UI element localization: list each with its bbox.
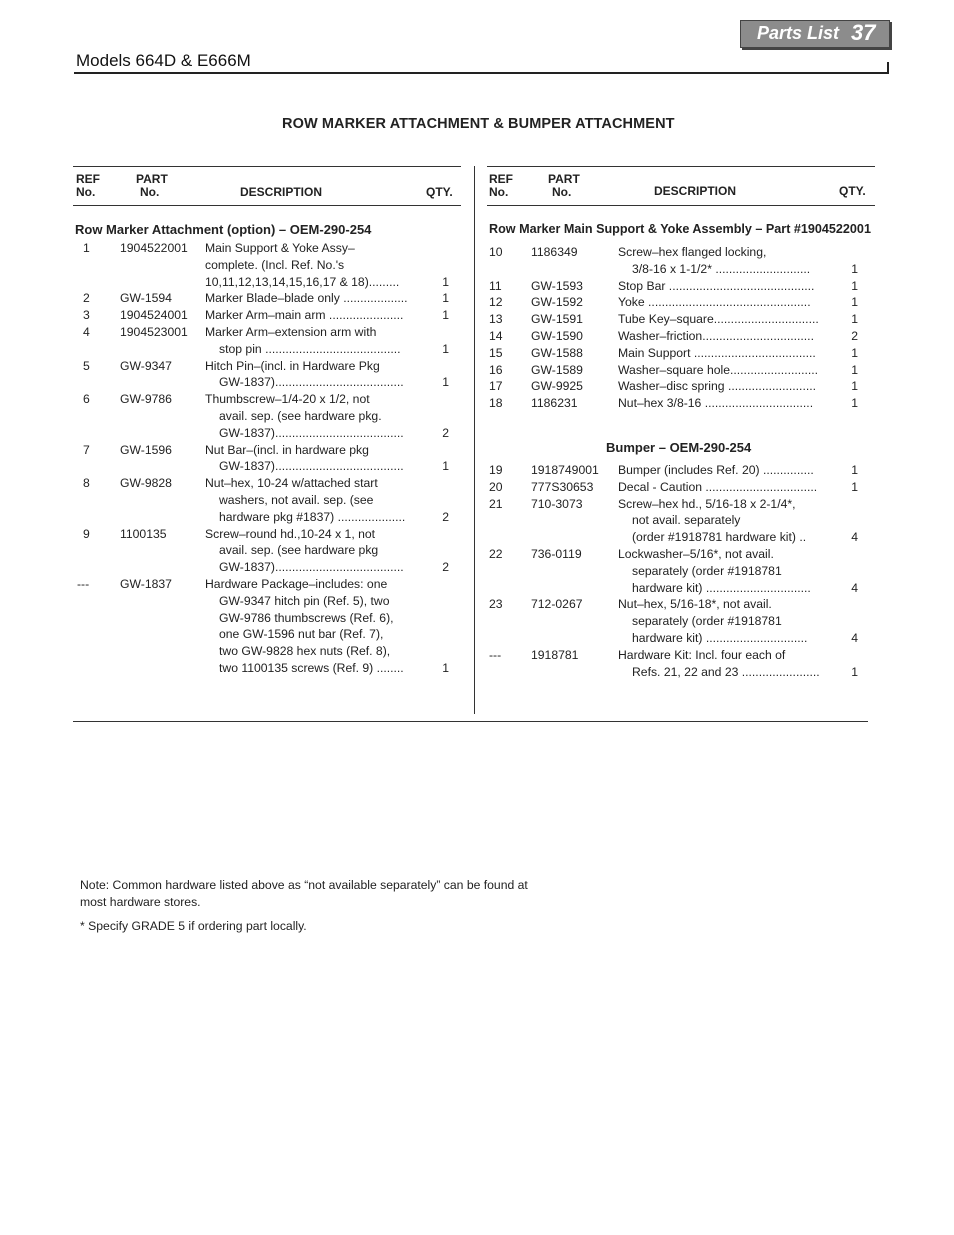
quantity: 1 bbox=[851, 295, 858, 310]
parts-row bbox=[489, 462, 869, 479]
part-number: 1918749001 bbox=[531, 463, 599, 477]
ref-number: 11 bbox=[489, 278, 502, 293]
description-line: Marker Blade–blade only ................... bbox=[205, 291, 408, 306]
description-line: Hardware Kit: Incl. four each of bbox=[618, 647, 786, 662]
ref-number: 1 bbox=[83, 241, 90, 255]
parts-row bbox=[83, 240, 463, 290]
description-line: Marker Arm–extension arm with bbox=[205, 324, 377, 339]
description-line: Tube Key–square............................... bbox=[618, 312, 819, 327]
part-description bbox=[618, 328, 824, 345]
note-grade: * Specify GRADE 5 if ordering part locally. bbox=[80, 919, 307, 933]
right-ref-header: REF No. bbox=[489, 172, 513, 199]
description-line: avail. sep. (see hardware pkg. bbox=[219, 408, 382, 423]
quantity: 2 bbox=[442, 560, 449, 575]
part-description bbox=[618, 462, 824, 479]
ref-number: 4 bbox=[83, 324, 90, 339]
page-tag bbox=[740, 20, 890, 48]
bumper-parts-list bbox=[489, 462, 869, 680]
description-line: Lockwasher–5/16*, not avail. bbox=[618, 546, 774, 561]
ref-number: 6 bbox=[83, 392, 90, 407]
part-number: 1186349 bbox=[531, 245, 578, 259]
description-line: 10,11,12,13,14,15,16,17 & 18)......... bbox=[205, 274, 400, 289]
part-number: 1100135 bbox=[120, 526, 167, 541]
part-description bbox=[205, 358, 415, 392]
parts-row bbox=[489, 596, 869, 646]
parts-row bbox=[489, 546, 869, 596]
parts-row bbox=[83, 475, 463, 525]
parts-row bbox=[83, 358, 463, 392]
tag-label: Parts List bbox=[757, 23, 840, 43]
ref-number: 7 bbox=[83, 442, 90, 457]
description-line: complete. (Incl. Ref. No.'s bbox=[205, 257, 345, 272]
description-line: Nut–hex, 10-24 w/attached start bbox=[205, 476, 378, 491]
parts-row bbox=[489, 311, 869, 328]
quantity: 2 bbox=[442, 425, 449, 440]
part-number: GW-9828 bbox=[120, 476, 172, 491]
description-line: Screw–hex flanged locking, bbox=[618, 245, 767, 259]
left-ref-header: REF No. bbox=[76, 172, 100, 199]
right-subtitle: Row Marker Main Support & Yoke Assembly – Part #1904522001 bbox=[489, 222, 871, 236]
description-line: Decal - Caution ................................. bbox=[618, 479, 818, 494]
part-number: 1186231 bbox=[531, 396, 578, 411]
parts-row bbox=[83, 526, 463, 576]
part-description bbox=[205, 307, 415, 324]
description-line: GW-9347 hitch pin (Ref. 5), two bbox=[219, 593, 390, 608]
ref-number: 8 bbox=[83, 476, 90, 491]
column-divider bbox=[474, 166, 475, 714]
quantity: 1 bbox=[851, 345, 858, 360]
parts-row bbox=[83, 442, 463, 476]
part-number: 710-3073 bbox=[531, 496, 583, 511]
ref-number: 15 bbox=[489, 345, 503, 360]
description-line: Hitch Pin–(incl. in Hardware Pkg bbox=[205, 358, 380, 373]
quantity: 1 bbox=[442, 274, 449, 289]
description-line: separately (order #1918781 bbox=[632, 614, 782, 629]
ref-number: --- bbox=[77, 576, 90, 591]
left-part-header: PART No. bbox=[136, 172, 168, 199]
part-number: 1904524001 bbox=[120, 308, 188, 323]
quantity: 2 bbox=[442, 509, 449, 524]
quantity: 1 bbox=[442, 660, 449, 675]
header-tick bbox=[887, 62, 889, 74]
left-top-rule bbox=[73, 166, 461, 167]
description-line: Washer–disc spring .......................... bbox=[618, 379, 816, 394]
right-header-rule bbox=[487, 205, 875, 206]
part-description bbox=[618, 596, 824, 646]
ref-number: 17 bbox=[489, 379, 503, 394]
part-number: GW-1590 bbox=[531, 328, 583, 343]
description-line: Yoke ................................................ bbox=[618, 295, 811, 310]
part-description bbox=[618, 311, 824, 328]
description-line: Thumbscrew–1/4-20 x 1/2, not bbox=[205, 392, 370, 407]
part-description bbox=[618, 294, 824, 311]
description-line: Washer–friction................................. bbox=[618, 328, 814, 343]
part-description bbox=[618, 479, 824, 496]
parts-row bbox=[489, 294, 869, 311]
description-line: Marker Arm–main arm ...................... bbox=[205, 308, 404, 323]
part-description bbox=[205, 240, 415, 290]
header-rule bbox=[74, 72, 889, 74]
ref-number: 19 bbox=[489, 463, 503, 477]
description-line: GW-9786 thumbscrews (Ref. 6), bbox=[219, 610, 394, 625]
left-header-rule bbox=[73, 205, 461, 206]
ref-number: 21 bbox=[489, 496, 503, 511]
ref-number: 20 bbox=[489, 479, 503, 494]
description-line: stop pin ........................................ bbox=[219, 341, 401, 356]
part-description bbox=[618, 278, 824, 295]
right-top-rule bbox=[487, 166, 875, 167]
part-number: 1918781 bbox=[531, 647, 579, 662]
part-number: GW-9347 bbox=[120, 358, 172, 373]
description-line: separately (order #1918781 bbox=[632, 563, 782, 578]
right-qty-header: QTY. bbox=[839, 184, 866, 198]
models-title: Models 664D & E666M bbox=[76, 51, 251, 70]
part-description bbox=[618, 345, 824, 362]
description-line: Nut Bar–(incl. in hardware pkg bbox=[205, 442, 369, 457]
quantity: 1 bbox=[851, 261, 858, 276]
ref-number: 3 bbox=[83, 308, 90, 323]
part-description bbox=[618, 546, 824, 596]
parts-row bbox=[489, 278, 869, 295]
part-number: GW-1591 bbox=[531, 312, 583, 327]
description-line: GW-1837)...................................... bbox=[219, 459, 404, 474]
quantity: 1 bbox=[851, 479, 858, 494]
parts-row bbox=[489, 647, 869, 681]
parts-row bbox=[489, 345, 869, 362]
quantity: 4 bbox=[851, 530, 858, 545]
part-description bbox=[205, 576, 415, 677]
quantity: 1 bbox=[442, 459, 449, 474]
part-description bbox=[618, 496, 824, 546]
part-description bbox=[205, 526, 415, 576]
description-line: Bumper (includes Ref. 20) ............... bbox=[618, 463, 814, 477]
left-qty-header: QTY. bbox=[426, 185, 453, 199]
description-line: Washer–square hole.......................... bbox=[618, 362, 819, 377]
parts-row bbox=[489, 378, 869, 395]
parts-row bbox=[77, 576, 463, 677]
description-line: Stop Bar ........................................... bbox=[618, 278, 815, 293]
description-line: washers, not avail. sep. (see bbox=[219, 492, 374, 507]
parts-row bbox=[489, 479, 869, 496]
parts-row bbox=[489, 496, 869, 546]
part-description bbox=[618, 647, 824, 681]
ref-number: --- bbox=[489, 647, 502, 662]
parts-row bbox=[489, 244, 869, 278]
ref-number: 14 bbox=[489, 328, 503, 343]
part-number: GW-1594 bbox=[120, 291, 172, 306]
description-line: avail. sep. (see hardware pkg bbox=[219, 543, 379, 558]
part-number: 1904522001 bbox=[120, 241, 188, 255]
parts-row bbox=[489, 328, 869, 345]
description-line: Hardware Package–includes: one bbox=[205, 576, 388, 591]
quantity: 4 bbox=[851, 630, 858, 645]
description-line: hardware kit) .............................. bbox=[632, 630, 808, 645]
parts-row bbox=[83, 391, 463, 441]
part-number: GW-1593 bbox=[531, 278, 583, 293]
right-desc-header: DESCRIPTION bbox=[654, 184, 737, 198]
description-line: GW-1837)...................................... bbox=[219, 425, 404, 440]
ref-number: 2 bbox=[83, 291, 90, 306]
left-parts-list bbox=[77, 240, 463, 677]
description-line: hardware pkg #1837) .................... bbox=[219, 509, 406, 524]
quantity: 1 bbox=[851, 362, 858, 377]
description-line: Screw–hex hd., 5/16-18 x 2-1/4*, bbox=[618, 496, 796, 511]
quantity: 2 bbox=[851, 328, 858, 343]
part-description bbox=[205, 442, 415, 476]
part-description bbox=[618, 378, 824, 395]
part-number: GW-1588 bbox=[531, 345, 583, 360]
part-description bbox=[618, 362, 824, 379]
notes bbox=[80, 877, 550, 942]
description-line: Screw–round hd.,10-24 x 1, not bbox=[205, 526, 376, 541]
part-description bbox=[205, 475, 415, 525]
bumper-subtitle: Bumper – OEM-290-254 bbox=[606, 440, 752, 455]
section-title: ROW MARKER ATTACHMENT & BUMPER ATTACHMENT bbox=[282, 116, 675, 132]
left-subtitle: Row Marker Attachment (option) – OEM-290-254 bbox=[75, 222, 372, 237]
quantity: 1 bbox=[442, 291, 449, 306]
parts-row bbox=[83, 290, 463, 307]
table-bottom-rule bbox=[73, 721, 868, 722]
description-line: GW-1837)...................................... bbox=[219, 375, 404, 390]
ref-number: 18 bbox=[489, 396, 503, 411]
parts-row bbox=[489, 362, 869, 379]
ref-number: 12 bbox=[489, 295, 503, 310]
parts-row bbox=[83, 307, 463, 324]
part-description bbox=[205, 324, 415, 358]
description-line: GW-1837)...................................... bbox=[219, 560, 404, 575]
ref-number: 13 bbox=[489, 312, 503, 327]
description-line: Main Support & Yoke Assy– bbox=[205, 241, 355, 255]
description-line: two GW-9828 hex nuts (Ref. 8), bbox=[219, 644, 391, 659]
parts-row bbox=[489, 395, 869, 412]
quantity: 4 bbox=[851, 580, 858, 595]
quantity: 1 bbox=[851, 396, 858, 411]
description-line: 3/8-16 x 1-1/2* ............................ bbox=[632, 261, 811, 276]
quantity: 1 bbox=[851, 312, 858, 327]
part-number: 1904523001 bbox=[120, 324, 188, 339]
ref-number: 16 bbox=[489, 362, 503, 377]
description-line: one GW-1596 nut bar (Ref. 7), bbox=[219, 627, 384, 642]
ref-number: 23 bbox=[489, 597, 503, 612]
quantity: 1 bbox=[851, 463, 858, 477]
part-description bbox=[205, 391, 415, 441]
part-number: 736-0119 bbox=[531, 546, 582, 561]
part-number: GW-1592 bbox=[531, 295, 583, 310]
left-desc-header: DESCRIPTION bbox=[240, 185, 323, 199]
ref-number: 5 bbox=[83, 358, 90, 373]
description-line: Nut–hex, 5/16-18*, not avail. bbox=[618, 597, 772, 612]
part-number: 777S30653 bbox=[531, 479, 594, 494]
quantity: 1 bbox=[442, 308, 449, 323]
quantity: 1 bbox=[851, 379, 858, 394]
page-number: 37 bbox=[851, 20, 876, 45]
quantity: 1 bbox=[442, 375, 449, 390]
part-number: GW-9925 bbox=[531, 379, 583, 394]
description-line: Main Support .................................... bbox=[618, 345, 816, 360]
ref-number: 10 bbox=[489, 245, 503, 259]
quantity: 1 bbox=[851, 278, 858, 293]
part-description bbox=[618, 244, 824, 278]
quantity: 1 bbox=[851, 664, 858, 679]
description-line: not avail. separately bbox=[632, 513, 741, 528]
ref-number: 9 bbox=[83, 526, 90, 541]
description-line: Refs. 21, 22 and 23 ....................... bbox=[632, 664, 820, 679]
part-number: GW-1837 bbox=[120, 576, 172, 591]
right-parts-list bbox=[489, 244, 869, 412]
description-line: (order #1918781 hardware kit) .. bbox=[632, 530, 807, 545]
description-line: hardware kit) ............................... bbox=[632, 580, 811, 595]
part-number: 712-0267 bbox=[531, 597, 583, 612]
part-number: GW-9786 bbox=[120, 392, 172, 407]
part-number: GW-1596 bbox=[120, 442, 172, 457]
description-line: two 1100135 screws (Ref. 9) ........ bbox=[219, 660, 404, 675]
description-line: Nut–hex 3/8-16 ................................ bbox=[618, 396, 814, 411]
quantity: 1 bbox=[442, 341, 449, 356]
parts-row bbox=[83, 324, 463, 358]
ref-number: 22 bbox=[489, 546, 503, 561]
note-hardware: Note: Common hardware listed above as “not available separately” can be found at most hardware stores. bbox=[80, 878, 528, 909]
right-part-header: PART No. bbox=[548, 172, 580, 199]
part-description bbox=[205, 290, 415, 307]
part-description bbox=[618, 395, 824, 412]
part-number: GW-1589 bbox=[531, 362, 583, 377]
